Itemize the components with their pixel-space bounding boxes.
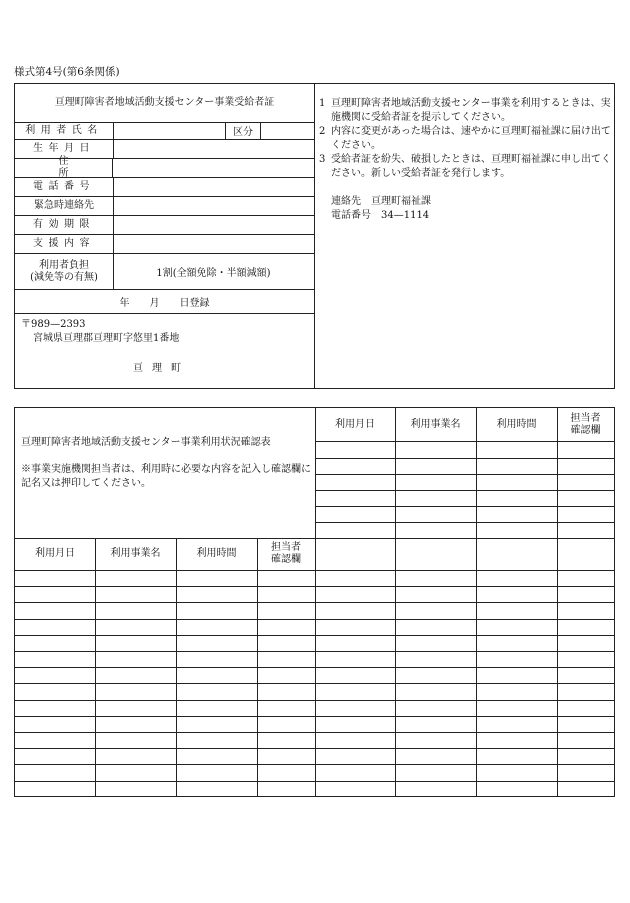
grid-hline xyxy=(15,570,614,571)
field-label-support: 支援内容 xyxy=(15,235,114,253)
grid-hline xyxy=(15,700,614,701)
grid-hline xyxy=(315,538,614,539)
field-row-burden xyxy=(15,254,314,290)
grid-hline xyxy=(315,458,614,459)
usage-column-header: 担当者 確認欄 xyxy=(570,412,601,436)
form-number: 様式第4号(第6条関係) xyxy=(14,66,120,78)
certificate-title: 亘理町障害者地域活動支援センター事業受給者証 xyxy=(15,84,314,123)
usage-title: 亘理町障害者地域活動支援センター事業利用状況確認表 xyxy=(21,437,271,448)
field-row-emergency xyxy=(15,197,314,216)
contact-block xyxy=(319,195,611,223)
grid-hline xyxy=(15,602,614,603)
grid-hline xyxy=(15,764,614,765)
grid-hline xyxy=(315,474,614,475)
field-row-phone xyxy=(15,178,314,197)
note-text: 受給者証を紛失、破損したときは、亘理町福祉課に申し出てください。新しい受給者証を発行します。 xyxy=(331,154,611,179)
grid-hline xyxy=(315,490,614,491)
usage-note: ※事業実施機関担当者は、利用時に必要な内容を記入し確認欄に記名又は押印してください。 xyxy=(21,464,311,489)
usage-description xyxy=(21,436,311,491)
field-label-burden: 利用者負担 (減免等の有無) xyxy=(15,254,114,289)
field-label-birthdate: 生年月日 xyxy=(15,140,114,158)
registration-date: 年 月 日登録 xyxy=(119,298,210,309)
grid-hline xyxy=(15,683,614,684)
field-label-emergency: 緊急時連絡先 xyxy=(15,197,114,215)
grid-hline xyxy=(315,522,614,523)
usage-column-header: 担当者 確認欄 xyxy=(271,542,301,565)
note-number: 3 xyxy=(319,154,326,165)
usage-column-header: 利用事業名 xyxy=(410,418,461,430)
grid-hline xyxy=(315,441,614,442)
grid-hline xyxy=(15,586,614,587)
note-item xyxy=(319,97,611,125)
field-label-phone: 電話番号 xyxy=(15,178,114,196)
note-item xyxy=(319,125,611,153)
usage-column-header: 利用月日 xyxy=(35,548,75,559)
grid-hline xyxy=(15,732,614,733)
issuer-address: 宮城県亘理郡亘理町字悠里1番地 xyxy=(33,333,180,344)
notes-panel xyxy=(319,97,611,223)
note-text: 内容に変更があった場合は、速やかに亘理町福祉課に届け出てください。 xyxy=(331,126,611,151)
usage-record-sheet xyxy=(14,407,615,797)
recipient-certificate xyxy=(14,83,615,389)
grid-hline xyxy=(15,667,614,668)
registration-row xyxy=(15,290,314,314)
field-label-address: 住所 xyxy=(15,159,113,177)
grid-hline xyxy=(15,748,614,749)
certificate-left-panel xyxy=(15,84,315,388)
field-label-validity: 有効期限 xyxy=(15,216,114,234)
contact-phone: 電話番号 34—1114 xyxy=(331,210,430,221)
grid-hline xyxy=(315,506,614,507)
note-item xyxy=(319,153,611,181)
field-row-name xyxy=(15,122,314,140)
usage-column-header: 利用月日 xyxy=(335,418,375,430)
issuer-block xyxy=(21,318,190,376)
field-row-validity xyxy=(15,216,314,235)
contact-office: 連絡先 亘理町福祉課 xyxy=(331,196,431,207)
field-label-name: 利用者氏名 xyxy=(15,122,114,139)
issuer-town: 亘理町 xyxy=(133,363,190,374)
issuer-zip: 〒989—2393 xyxy=(21,319,86,330)
field-row-support xyxy=(15,235,314,254)
field-row-address xyxy=(15,156,314,179)
note-number: 2 xyxy=(319,126,326,137)
note-number: 1 xyxy=(319,98,326,109)
grid-hline xyxy=(15,781,614,782)
field-value-burden: 1割(全額免除・半額減額) xyxy=(156,268,271,279)
usage-column-header: 利用事業名 xyxy=(110,548,161,559)
kubun-label: 区分 xyxy=(225,122,261,139)
grid-hline xyxy=(15,635,614,636)
usage-column-header: 利用時間 xyxy=(496,418,537,430)
grid-hline xyxy=(15,619,614,620)
note-text: 亘理町障害者地域活動支援センター事業を利用するときは、実施機関に受給者証を提示してください。 xyxy=(331,98,611,123)
usage-column-header: 利用時間 xyxy=(196,548,237,559)
grid-hline xyxy=(15,651,614,652)
grid-hline xyxy=(15,716,614,717)
